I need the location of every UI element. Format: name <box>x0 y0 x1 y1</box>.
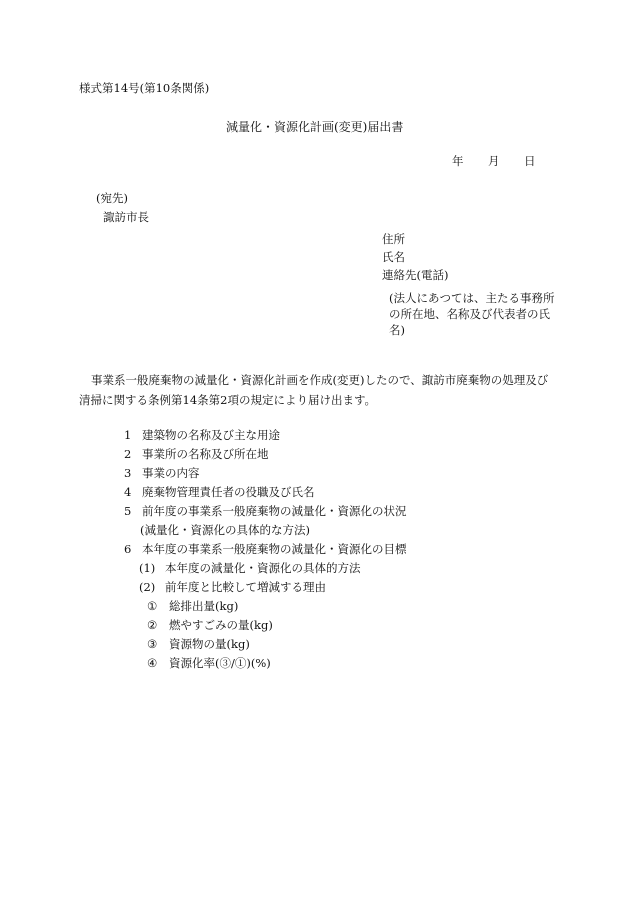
item-text: 事業所の名称及び所在地 <box>142 447 269 461</box>
sub-sub-item <box>124 597 407 616</box>
sub-sub-item <box>124 654 407 673</box>
sub-item <box>124 559 407 578</box>
sub-item-number: (1) <box>139 561 156 575</box>
sub-sub-item-text: 燃やすごみの量(kg) <box>169 618 273 632</box>
body-text: 事業系一般廃棄物の減量化・資源化計画を作成(変更)したので、諏訪市廃棄物の処理及び清掃に関する条例第14条第2項の規定により届け出ます。 <box>79 373 549 407</box>
list-item <box>124 502 407 521</box>
sub-sub-item-number: ① <box>147 599 158 613</box>
corporate-note: (法人にあつては、主たる事務所の所在地、名称及び代表者の氏名) <box>389 291 555 337</box>
sub-sub-item-text: 資源化率(③/①)(%) <box>169 656 271 670</box>
item-number: 1 <box>124 428 132 442</box>
name-label: 氏名 <box>382 250 405 264</box>
item-list <box>124 426 407 673</box>
item-number: 2 <box>124 447 132 461</box>
contact-label: 連絡先(電話) <box>382 268 449 282</box>
item-number: 5 <box>124 504 132 518</box>
date-day-label: 日 <box>524 154 536 168</box>
address-label: 住所 <box>382 232 405 246</box>
applicant-block <box>382 234 559 338</box>
date-row <box>452 156 536 168</box>
item-number: 4 <box>124 485 132 499</box>
sub-sub-item-number: ② <box>147 618 158 632</box>
addressee-label: (宛先) <box>96 191 128 205</box>
item-number: 6 <box>124 542 132 556</box>
item-text: 廃棄物管理責任者の役職及び氏名 <box>142 485 315 499</box>
sub-item-text: 前年度と比較して増減する理由 <box>165 580 326 594</box>
list-item <box>124 540 407 559</box>
form-number: 様式第14号(第10条関係) <box>79 81 210 95</box>
sub-sub-item-number: ③ <box>147 637 158 651</box>
sub-sub-item <box>124 635 407 654</box>
sub-sub-item-number: ④ <box>147 656 158 670</box>
list-item <box>124 445 407 464</box>
item-number: 3 <box>124 466 132 480</box>
item-text: 前年度の事業系一般廃棄物の減量化・資源化の状況 <box>142 504 407 518</box>
document-title: 減量化・資源化計画(変更)届出書 <box>226 120 404 134</box>
sub-item <box>124 578 407 597</box>
sub-sub-item-text: 資源物の量(kg) <box>169 637 250 651</box>
list-item <box>124 426 407 445</box>
list-item-continuation: (減量化・資源化の具体的な方法) <box>140 523 310 537</box>
list-item <box>124 483 407 502</box>
date-year-label: 年 <box>452 154 464 168</box>
item-text: 建築物の名称及び主な用途 <box>142 428 280 442</box>
date-month-label: 月 <box>488 154 500 168</box>
item-text: 事業の内容 <box>142 466 200 480</box>
sub-item-text: 本年度の減量化・資源化の具体的方法 <box>165 561 361 575</box>
sub-sub-item-text: 総排出量(kg) <box>169 599 239 613</box>
sub-item-number: (2) <box>139 580 156 594</box>
item-text: 本年度の事業系一般廃棄物の減量化・資源化の目標 <box>142 542 407 556</box>
list-item <box>124 464 407 483</box>
addressee: 諏訪市長 <box>103 210 149 224</box>
sub-sub-item <box>124 616 407 635</box>
